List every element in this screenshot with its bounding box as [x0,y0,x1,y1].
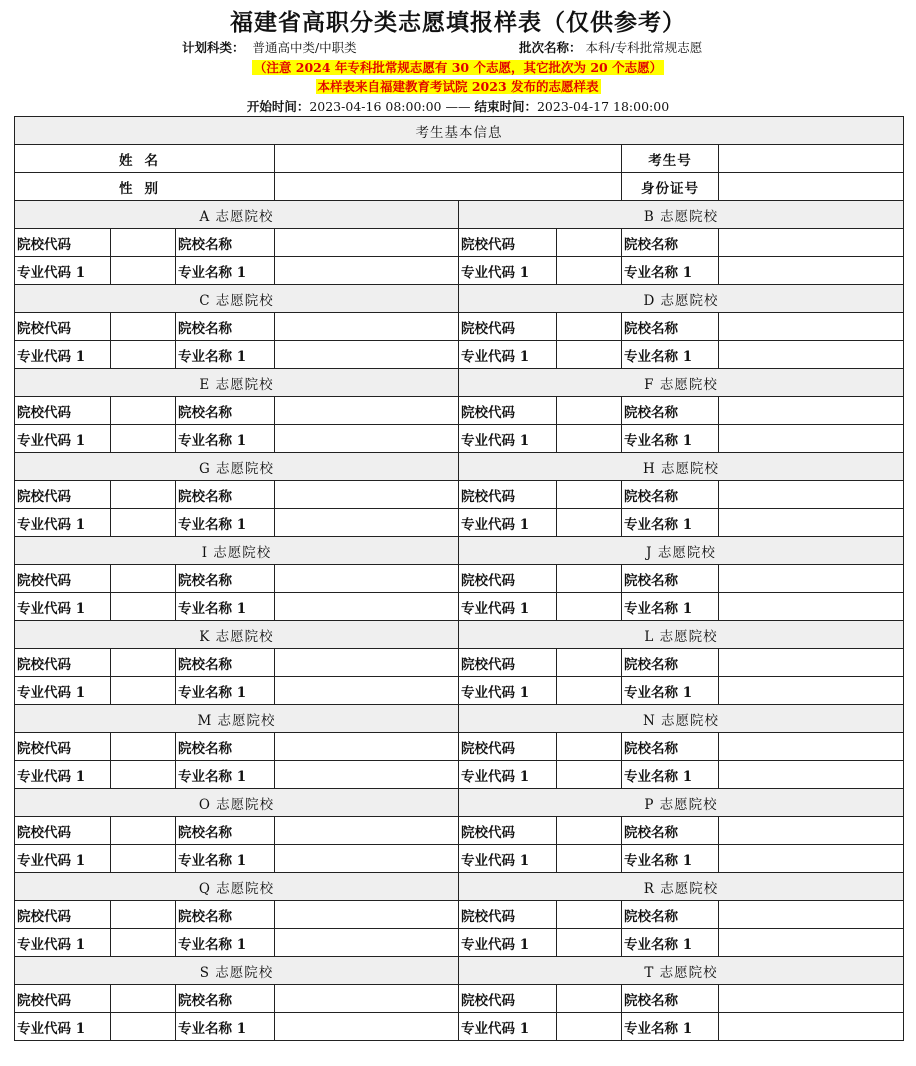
major-code-label: 专业代码 1 [15,509,111,537]
choice-school-header: Q 志愿院校 [15,873,459,901]
school-code-field[interactable] [111,565,176,593]
school-code-label: 院校代码 [459,985,557,1013]
major-name-field[interactable] [275,593,459,621]
name-label: 姓名 [15,145,275,173]
batch-name [519,38,702,56]
choice-school-header: C 志愿院校 [15,285,459,313]
choice-school-header: T 志愿院校 [459,957,904,985]
major-code-label: 专业代码 1 [15,761,111,789]
school-code-field[interactable] [557,565,622,593]
school-row [15,229,904,257]
school-name-field[interactable] [719,733,904,761]
basic-info-row-2 [15,173,904,201]
major-code-label: 专业代码 1 [459,761,557,789]
major-code-field[interactable] [111,677,176,705]
choice-school-header: K 志愿院校 [15,621,459,649]
end-time-label: 结束时间： [474,99,537,114]
major-name-field[interactable] [719,425,904,453]
start-time-label: 开始时间： [246,99,310,114]
notice-text-1: （注意 2024 年专科批常规志愿有 30 个志愿，其它批次为 20 个志愿） [253,60,663,75]
major-name-label: 专业名称 1 [176,761,275,789]
school-name-label: 院校名称 [176,565,275,593]
major-name-label: 专业名称 1 [176,677,275,705]
choice-school-header: L 志愿院校 [459,621,904,649]
school-name-field[interactable] [275,313,459,341]
school-name-label: 院校名称 [622,985,719,1013]
choice-school-header: G 志愿院校 [15,453,459,481]
major-row [15,593,904,621]
school-name-label: 院校名称 [622,313,719,341]
batch-name-label: 批次名称： [519,40,582,55]
major-code-label: 专业代码 1 [459,929,557,957]
major-code-label: 专业代码 1 [459,845,557,873]
school-name-field[interactable] [275,481,459,509]
id-number-label: 身份证号 [622,173,719,201]
school-name-label: 院校名称 [176,397,275,425]
major-code-field[interactable] [111,1013,176,1041]
major-name-label: 专业名称 1 [622,593,719,621]
exam-number-label: 考生号 [622,145,719,173]
major-name-label: 专业名称 1 [176,593,275,621]
major-code-field[interactable] [111,509,176,537]
school-name-field[interactable] [275,733,459,761]
choice-school-header: A 志愿院校 [15,201,459,229]
school-name-label: 院校名称 [176,817,275,845]
major-code-label: 专业代码 1 [15,341,111,369]
major-code-field[interactable] [111,425,176,453]
school-name-label: 院校名称 [622,481,719,509]
school-code-label: 院校代码 [15,817,111,845]
choice-school-header: O 志愿院校 [15,789,459,817]
major-row [15,761,904,789]
major-name-field[interactable] [275,425,459,453]
school-code-field[interactable] [557,985,622,1013]
end-time-value: 2023-04-17 18:00:00 [536,99,670,114]
major-name-label: 专业名称 1 [622,761,719,789]
school-code-label: 院校代码 [459,397,557,425]
page-title: 福建省高职分类志愿填报样表（仅供参考） [230,9,686,36]
school-code-field[interactable] [557,817,622,845]
school-code-field[interactable] [557,313,622,341]
major-code-field[interactable] [111,593,176,621]
major-code-field[interactable] [557,257,622,285]
school-name-field[interactable] [719,229,904,257]
school-name-field[interactable] [275,817,459,845]
major-name-label: 专业名称 1 [176,845,275,873]
major-code-label: 专业代码 1 [15,593,111,621]
notice-text-2: 本样表来自福建教育考试院 2023 发布的志愿样表 [317,79,599,94]
major-code-field[interactable] [557,1013,622,1041]
id-number-field[interactable] [719,173,904,201]
choice-school-header: I 志愿院校 [15,537,459,565]
school-name-label: 院校名称 [622,229,719,257]
plan-type [182,38,357,56]
major-name-label: 专业名称 1 [622,929,719,957]
major-name-field[interactable] [275,1013,459,1041]
major-code-label: 专业代码 1 [15,257,111,285]
choice-school-header: J 志愿院校 [459,537,904,565]
school-row [15,733,904,761]
choice-header-row [15,201,904,229]
major-name-field[interactable] [275,929,459,957]
school-code-field[interactable] [111,229,176,257]
school-code-label: 院校代码 [15,565,111,593]
application-form-table [14,116,904,1041]
school-code-field[interactable] [111,313,176,341]
school-row [15,313,904,341]
major-name-label: 专业名称 1 [622,845,719,873]
major-name-field[interactable] [719,1013,904,1041]
choice-school-header: F 志愿院校 [459,369,904,397]
school-name-field[interactable] [275,649,459,677]
school-code-label: 院校代码 [459,229,557,257]
school-name-field[interactable] [275,901,459,929]
choice-school-header: D 志愿院校 [459,285,904,313]
major-row [15,341,904,369]
major-name-label: 专业名称 1 [622,425,719,453]
choice-school-header: M 志愿院校 [15,705,459,733]
school-name-label: 院校名称 [622,817,719,845]
school-name-label: 院校名称 [176,229,275,257]
school-name-field[interactable] [719,397,904,425]
school-name-field[interactable] [719,313,904,341]
choice-header-row [15,453,904,481]
choice-header-row [15,369,904,397]
major-name-field[interactable] [275,845,459,873]
major-name-label: 专业名称 1 [622,677,719,705]
school-code-label: 院校代码 [15,733,111,761]
choice-header-row [15,537,904,565]
school-code-field[interactable] [111,985,176,1013]
major-name-field[interactable] [275,509,459,537]
school-name-field[interactable] [275,985,459,1013]
school-code-label: 院校代码 [459,649,557,677]
major-code-field[interactable] [111,341,176,369]
major-row [15,257,904,285]
school-code-label: 院校代码 [15,229,111,257]
major-name-field[interactable] [275,341,459,369]
exam-number-field[interactable] [719,145,904,173]
major-row [15,677,904,705]
school-name-field[interactable] [719,565,904,593]
school-code-field[interactable] [111,649,176,677]
plan-type-value: 普通高中类/中职类 [252,40,357,55]
school-code-label: 院校代码 [15,397,111,425]
major-row [15,425,904,453]
school-code-label: 院校代码 [15,985,111,1013]
major-code-field[interactable] [557,509,622,537]
major-name-field[interactable] [719,341,904,369]
school-code-label: 院校代码 [459,817,557,845]
major-name-label: 专业名称 1 [176,929,275,957]
school-name-label: 院校名称 [622,901,719,929]
major-code-label: 专业代码 1 [459,593,557,621]
school-name-label: 院校名称 [176,313,275,341]
major-row [15,929,904,957]
school-name-label: 院校名称 [176,985,275,1013]
school-code-field[interactable] [557,229,622,257]
major-code-field[interactable] [557,761,622,789]
school-row [15,565,904,593]
major-code-field[interactable] [557,677,622,705]
choice-school-header: H 志愿院校 [459,453,904,481]
notice-line-2 [0,77,916,95]
school-name-label: 院校名称 [622,397,719,425]
school-name-label: 院校名称 [622,733,719,761]
major-code-field[interactable] [111,761,176,789]
major-code-label: 专业代码 1 [459,257,557,285]
choice-school-header: N 志愿院校 [459,705,904,733]
major-code-label: 专业代码 1 [15,1013,111,1041]
school-code-label: 院校代码 [15,481,111,509]
school-name-field[interactable] [719,901,904,929]
school-name-field[interactable] [275,397,459,425]
school-name-label: 院校名称 [176,649,275,677]
choice-school-header: P 志愿院校 [459,789,904,817]
school-code-label: 院校代码 [459,481,557,509]
choice-school-header: B 志愿院校 [459,201,904,229]
school-name-field[interactable] [719,481,904,509]
major-code-field[interactable] [111,845,176,873]
major-code-label: 专业代码 1 [459,1013,557,1041]
major-name-label: 专业名称 1 [176,341,275,369]
school-code-label: 院校代码 [15,313,111,341]
major-name-label: 专业名称 1 [622,509,719,537]
choice-header-row [15,789,904,817]
school-row [15,817,904,845]
choice-header-row [15,873,904,901]
name-field[interactable] [275,145,622,173]
time-window [0,97,916,115]
choice-school-header: S 志愿院校 [15,957,459,985]
school-name-field[interactable] [719,649,904,677]
school-code-label: 院校代码 [15,649,111,677]
major-code-label: 专业代码 1 [15,929,111,957]
plan-type-label: 计划科类： [182,40,245,55]
school-row [15,985,904,1013]
major-name-field[interactable] [719,845,904,873]
choice-school-header: R 志愿院校 [459,873,904,901]
school-row [15,397,904,425]
major-row [15,509,904,537]
school-name-field[interactable] [275,565,459,593]
school-code-field[interactable] [111,901,176,929]
school-code-field[interactable] [111,817,176,845]
major-code-label: 专业代码 1 [15,677,111,705]
major-name-field[interactable] [719,509,904,537]
major-code-field[interactable] [557,341,622,369]
batch-name-value: 本科/专科批常规志愿 [585,40,703,55]
school-code-label: 院校代码 [459,901,557,929]
school-row [15,649,904,677]
basic-info-header: 考生基本信息 [15,117,904,145]
school-name-label: 院校名称 [176,733,275,761]
school-name-field[interactable] [719,817,904,845]
school-code-label: 院校代码 [15,901,111,929]
school-row [15,901,904,929]
major-code-label: 专业代码 1 [459,341,557,369]
choice-header-row [15,621,904,649]
major-name-label: 专业名称 1 [176,1013,275,1041]
major-name-field[interactable] [275,761,459,789]
major-name-field[interactable] [719,593,904,621]
school-code-field[interactable] [557,733,622,761]
major-name-label: 专业名称 1 [176,509,275,537]
school-code-field[interactable] [557,481,622,509]
major-row [15,1013,904,1041]
major-code-label: 专业代码 1 [459,425,557,453]
major-name-field[interactable] [719,677,904,705]
start-time-value: 2023-04-16 08:00:00 [309,99,442,114]
school-name-label: 院校名称 [622,649,719,677]
major-code-field[interactable] [557,845,622,873]
school-name-field[interactable] [275,229,459,257]
major-code-field[interactable] [111,929,176,957]
choice-header-row [15,705,904,733]
choice-header-row [15,285,904,313]
school-code-field[interactable] [111,397,176,425]
major-name-field[interactable] [275,257,459,285]
gender-label: 性别 [15,173,275,201]
major-code-label: 专业代码 1 [459,509,557,537]
major-code-label: 专业代码 1 [15,845,111,873]
school-code-label: 院校代码 [459,733,557,761]
major-code-field[interactable] [557,929,622,957]
school-code-field[interactable] [557,901,622,929]
basic-info-header-row [15,117,904,145]
school-code-field[interactable] [111,733,176,761]
gender-field[interactable] [275,173,622,201]
major-name-field[interactable] [719,257,904,285]
notice-line-1 [0,58,916,76]
major-name-label: 专业名称 1 [176,257,275,285]
basic-info-row-1 [15,145,904,173]
major-name-label: 专业名称 1 [622,341,719,369]
major-row [15,845,904,873]
major-code-field[interactable] [557,593,622,621]
school-name-field[interactable] [719,985,904,1013]
major-name-label: 专业名称 1 [622,1013,719,1041]
choice-header-row [15,957,904,985]
school-name-label: 院校名称 [176,901,275,929]
school-code-label: 院校代码 [459,313,557,341]
major-name-field[interactable] [719,929,904,957]
major-name-field[interactable] [275,677,459,705]
school-code-label: 院校代码 [459,565,557,593]
major-code-field[interactable] [111,257,176,285]
choice-school-header: E 志愿院校 [15,369,459,397]
school-code-field[interactable] [111,481,176,509]
major-code-label: 专业代码 1 [15,425,111,453]
time-separator: —— [441,99,475,114]
major-name-label: 专业名称 1 [622,257,719,285]
school-row [15,481,904,509]
major-name-label: 专业名称 1 [176,425,275,453]
school-name-label: 院校名称 [176,481,275,509]
school-code-field[interactable] [557,649,622,677]
major-code-field[interactable] [557,425,622,453]
major-name-field[interactable] [719,761,904,789]
school-name-label: 院校名称 [622,565,719,593]
major-code-label: 专业代码 1 [459,677,557,705]
school-code-field[interactable] [557,397,622,425]
